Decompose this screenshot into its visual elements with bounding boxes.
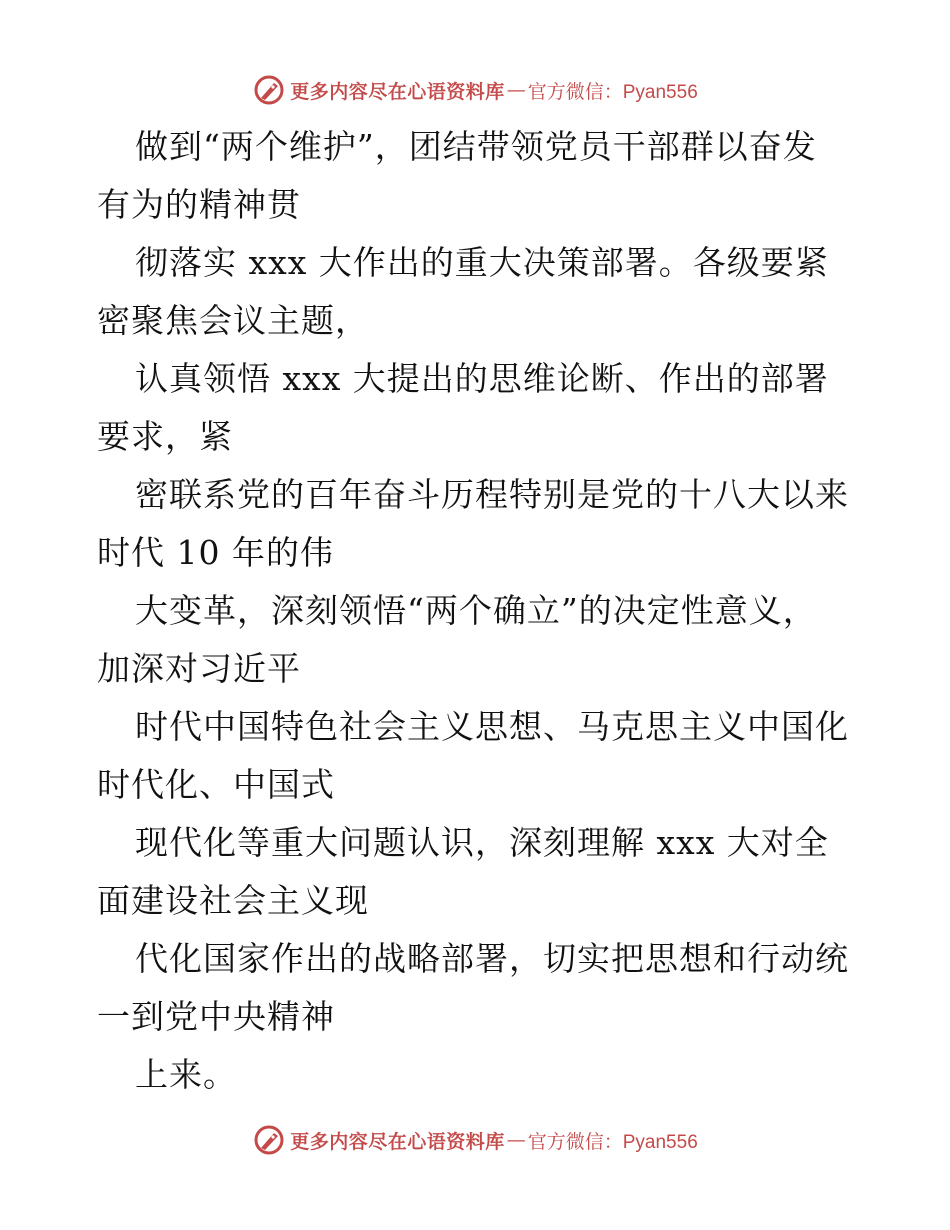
banner-separator: — [506,79,526,101]
body-line: 做到“两个维护”，团结带领党员干部群以奋发 [135,127,817,166]
pen-nib-circle-icon [252,1123,286,1157]
header-banner [0,70,950,110]
banner-contact: 官方微信：Pyan556 [527,1131,698,1153]
body-line: 时代 10 年的伟 [97,533,334,572]
body-line: 时代中国特色社会主义思想、马克思主义中国化 [135,707,849,746]
body-line: 时代化、中国式 [97,765,335,804]
banner-separator: — [506,1129,526,1151]
body-line: 大变革，深刻领悟“两个确立”的决定性意义， [135,591,817,630]
document-body [97,118,862,1104]
banner-title: 更多内容尽在心语资料库 [290,80,505,103]
body-line: 有为的精神贯 [97,185,301,224]
banner-contact: 官方微信：Pyan556 [527,81,698,103]
body-line: 认真领悟 xxx 大提出的思维论断、作出的部署 [135,359,829,398]
banner-title: 更多内容尽在心语资料库 [290,1130,505,1153]
body-line: 代化国家作出的战略部署，切实把思想和行动统 [135,939,849,978]
body-line: 密联系党的百年奋斗历程特别是党的十八大以来 [135,475,849,514]
body-line: 面建设社会主义现 [97,881,369,920]
body-line: 密聚焦会议主题， [97,301,369,340]
body-line: 彻落实 xxx 大作出的重大决策部署。各级要紧 [135,243,829,282]
body-line: 现代化等重大问题认识，深刻理解 xxx 大对全 [135,823,829,862]
footer-banner [0,1120,950,1160]
body-line: 要求，紧 [97,417,233,456]
body-line: 一到党中央精神 [97,997,335,1036]
pen-nib-circle-icon [252,73,286,107]
body-line: 加深对习近平 [97,649,301,688]
body-line: 上来。 [135,1055,237,1094]
